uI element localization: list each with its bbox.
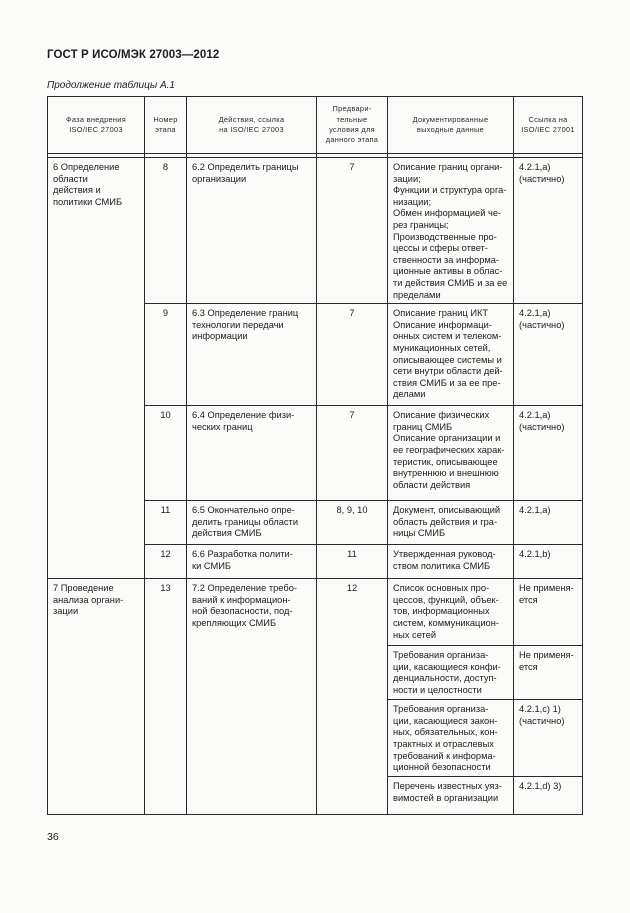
cell-text-line: сети внутри области дей- xyxy=(393,366,503,377)
step-number-cell: 8 xyxy=(145,158,187,304)
phase-cell xyxy=(48,158,145,579)
reference-cell xyxy=(514,579,583,646)
header-text-line: условия для xyxy=(329,125,375,134)
cell-text-line: Не применя- xyxy=(519,650,574,661)
cell-text-line: описывающее системы и xyxy=(393,354,502,365)
cell-text-line: Производственные про- xyxy=(393,231,497,242)
cell-text-line: (частично) xyxy=(519,173,565,184)
cell-text-line: зации; xyxy=(393,173,421,184)
cell-text-line: 6.6 Разработка полити- xyxy=(192,549,293,560)
cell-text-line: Обмен информацией че- xyxy=(393,208,502,219)
output-cell xyxy=(388,304,514,406)
column-header-step-number xyxy=(145,97,187,154)
reference-cell xyxy=(514,501,583,545)
cell-text-line: Список основных про- xyxy=(393,583,490,594)
cell-text-line: ции, касающиеся закон- xyxy=(393,715,498,726)
cell-text-line: ности и целостности xyxy=(393,684,482,695)
cell-text-line: (частично) xyxy=(519,319,565,330)
header-text-line: ISO/IEC 27001 xyxy=(521,125,575,134)
output-cell xyxy=(388,777,514,815)
cell-text-line: области xyxy=(53,173,88,184)
header-text-line: Ссылка на xyxy=(528,114,568,124)
cell-text-line: ции, касающиеся конфи- xyxy=(393,661,501,672)
cell-text-line: Описание физических xyxy=(393,410,490,421)
output-cell xyxy=(388,579,514,646)
cell-text-line: делить границы области xyxy=(192,516,299,527)
table-row xyxy=(48,158,583,304)
cell-text-line: ством политика СМИБ xyxy=(393,560,491,571)
cell-text-line: границ СМИБ xyxy=(393,421,453,432)
header-text-line: выходные данные xyxy=(416,125,485,134)
cell-text-line: ницы СМИБ xyxy=(393,528,446,539)
action-cell xyxy=(187,406,317,501)
cell-text-line: 4.2.1,с) 1) xyxy=(519,704,561,715)
reference-cell xyxy=(514,700,583,777)
cell-text-line: информации xyxy=(192,331,248,342)
header-text-line: Предвари- xyxy=(332,104,372,114)
action-cell xyxy=(187,579,317,815)
cell-text-line: действия и xyxy=(53,185,101,196)
output-cell xyxy=(388,545,514,579)
header-text-line: тельные xyxy=(336,114,368,124)
cell-text-line: Описание информаци- xyxy=(393,319,492,330)
document-header: ГОСТ Р ИСО/МЭК 27003—2012 xyxy=(47,49,220,61)
cell-text-line: Документ, описывающий xyxy=(393,505,501,516)
cell-text-line: ционной безопасности xyxy=(393,762,491,773)
output-cell xyxy=(388,646,514,700)
column-header-phase xyxy=(48,97,145,154)
step-number-cell: 9 xyxy=(145,304,187,406)
table-row xyxy=(48,579,583,646)
reference-cell xyxy=(514,406,583,501)
cell-text-line: 6.2 Определить границы xyxy=(192,162,299,172)
cell-text-line: пределами xyxy=(393,289,441,300)
cell-text-line: требований к информа- xyxy=(393,750,496,761)
cell-text-line: ти действия СМИБ и за ее xyxy=(393,277,508,288)
header-text-line: Фаза внедрения xyxy=(65,114,127,124)
column-header-outputs xyxy=(388,97,514,154)
header-text-line: данного этапа xyxy=(325,135,379,145)
action-cell xyxy=(187,158,317,304)
step-number-cell: 10 xyxy=(145,406,187,501)
precondition-cell: 8, 9, 10 xyxy=(317,501,388,545)
output-cell xyxy=(388,158,514,304)
column-header-preconditions xyxy=(317,97,388,154)
cell-text-line: муникационных сетей, xyxy=(393,342,491,353)
cell-text-line: ее географических харак- xyxy=(393,444,505,455)
cell-text-line: (частично) xyxy=(519,715,565,726)
cell-text-line: ных сетей xyxy=(393,629,437,640)
cell-text-line: вимостей в организации xyxy=(393,792,499,803)
cell-text-line: 4.2.1,а) xyxy=(519,162,551,172)
cell-text-line: внутреннюю и внешнюю xyxy=(393,468,499,479)
precondition-cell: 7 xyxy=(317,158,388,304)
page-number: 36 xyxy=(47,831,59,843)
action-cell xyxy=(187,545,317,579)
cell-text-line: действия СМИБ xyxy=(192,528,262,539)
cell-text-line: ных, обязательных, кон- xyxy=(393,727,498,738)
cell-text-line: трактных и отраслевых xyxy=(393,738,494,749)
cell-text-line: 6.4 Определение физи- xyxy=(192,410,295,421)
cell-text-line: 4.2.1,а) xyxy=(519,410,551,421)
cell-text-line: области действия xyxy=(393,479,471,490)
header-text-line: ISO/IEC 27003 xyxy=(69,125,123,134)
cell-text-line: организации xyxy=(192,173,247,184)
output-cell xyxy=(388,501,514,545)
cell-text-line: 4.2.1,b) xyxy=(519,549,551,560)
output-cell xyxy=(388,406,514,501)
reference-cell xyxy=(514,545,583,579)
cell-text-line: теристик, описывающее xyxy=(393,456,498,467)
cell-text-line: систем, коммуникацион- xyxy=(393,617,499,628)
cell-text-line: Описание границ ИКТ xyxy=(393,308,489,319)
header-text-line: этапа xyxy=(155,125,176,134)
reference-cell xyxy=(514,646,583,700)
cell-text-line: ваний к информацион- xyxy=(192,594,291,605)
table-a1-continuation xyxy=(47,96,583,815)
cell-text-line: рез границы; xyxy=(393,219,449,230)
cell-text-line: Функции и структура орга- xyxy=(393,185,507,196)
cell-text-line: делами xyxy=(393,389,426,400)
precondition-cell: 11 xyxy=(317,545,388,579)
cell-text-line: ется xyxy=(519,594,538,605)
cell-text-line: анализа органи- xyxy=(53,594,124,605)
cell-text-line: цессы и сферы ответ- xyxy=(393,243,488,254)
step-number-cell: 12 xyxy=(145,545,187,579)
cell-text-line: 4.2.1,а) xyxy=(519,308,551,319)
column-header-actions xyxy=(187,97,317,154)
reference-cell xyxy=(514,777,583,815)
cell-text-line: Описание границ органи- xyxy=(393,162,503,172)
cell-text-line: 6 Определение xyxy=(53,162,120,172)
cell-text-line: 6.5 Окончательно опре- xyxy=(192,505,295,516)
cell-text-line: 6.3 Определение границ xyxy=(192,308,299,319)
precondition-cell: 7 xyxy=(317,406,388,501)
cell-text-line: ной безопасности, под- xyxy=(192,606,293,617)
cell-text-line: 4.2.1,d) 3) xyxy=(519,781,562,792)
cell-text-line: Утвержденная руковод- xyxy=(393,549,496,560)
cell-text-line: крепляющих СМИБ xyxy=(192,617,277,628)
cell-text-line: Не применя- xyxy=(519,583,574,594)
cell-text-line: технологии передачи xyxy=(192,319,284,330)
cell-text-line: Требования организа- xyxy=(393,650,489,661)
reference-cell xyxy=(514,304,583,406)
cell-text-line: Перечень известных уяз- xyxy=(393,781,502,792)
cell-text-line: ственности за информа- xyxy=(393,254,500,265)
table-caption: Продолжение таблицы А.1 xyxy=(47,80,175,91)
table-header-row xyxy=(48,97,583,154)
cell-text-line: ческих границ xyxy=(192,421,253,432)
cell-text-line: тов, информационных xyxy=(393,606,490,617)
cell-text-line: ки СМИБ xyxy=(192,560,231,571)
precondition-cell: 12 xyxy=(317,579,388,815)
action-cell xyxy=(187,304,317,406)
column-header-reference xyxy=(514,97,583,154)
cell-text-line: 7.2 Определение требо- xyxy=(192,583,297,594)
cell-text-line: денциальности, доступ- xyxy=(393,673,497,684)
step-number-cell: 11 xyxy=(145,501,187,545)
cell-text-line: ется xyxy=(519,661,538,672)
header-text-line: Документированные xyxy=(412,114,489,124)
cell-text-line: 7 Проведение xyxy=(53,583,114,594)
cell-text-line: Требования организа- xyxy=(393,704,489,715)
reference-cell xyxy=(514,158,583,304)
cell-text-line: онных систем и телеком- xyxy=(393,331,502,342)
cell-text-line: зации xyxy=(53,606,79,617)
cell-text-line: ционные активы в облас- xyxy=(393,266,503,277)
cell-text-line: Описание организации и xyxy=(393,433,501,444)
header-text-line: на ISO/IEC 27003 xyxy=(219,125,284,134)
cell-text-line: (частично) xyxy=(519,421,565,432)
cell-text-line: цессов, функций, объек- xyxy=(393,594,499,605)
precondition-cell: 7 xyxy=(317,304,388,406)
cell-text-line: область действия и гра- xyxy=(393,516,498,527)
cell-text-line: 4.2.1,а) xyxy=(519,505,551,516)
output-cell xyxy=(388,700,514,777)
cell-text-line: ствия СМИБ и за ее пре- xyxy=(393,377,501,388)
phase-cell xyxy=(48,579,145,815)
header-text-line: Номер xyxy=(153,114,178,124)
action-cell xyxy=(187,501,317,545)
cell-text-line: низации; xyxy=(393,196,432,207)
step-number-cell: 13 xyxy=(145,579,187,815)
cell-text-line: политики СМИБ xyxy=(53,196,123,207)
header-text-line: Действия, ссылка xyxy=(218,114,285,124)
